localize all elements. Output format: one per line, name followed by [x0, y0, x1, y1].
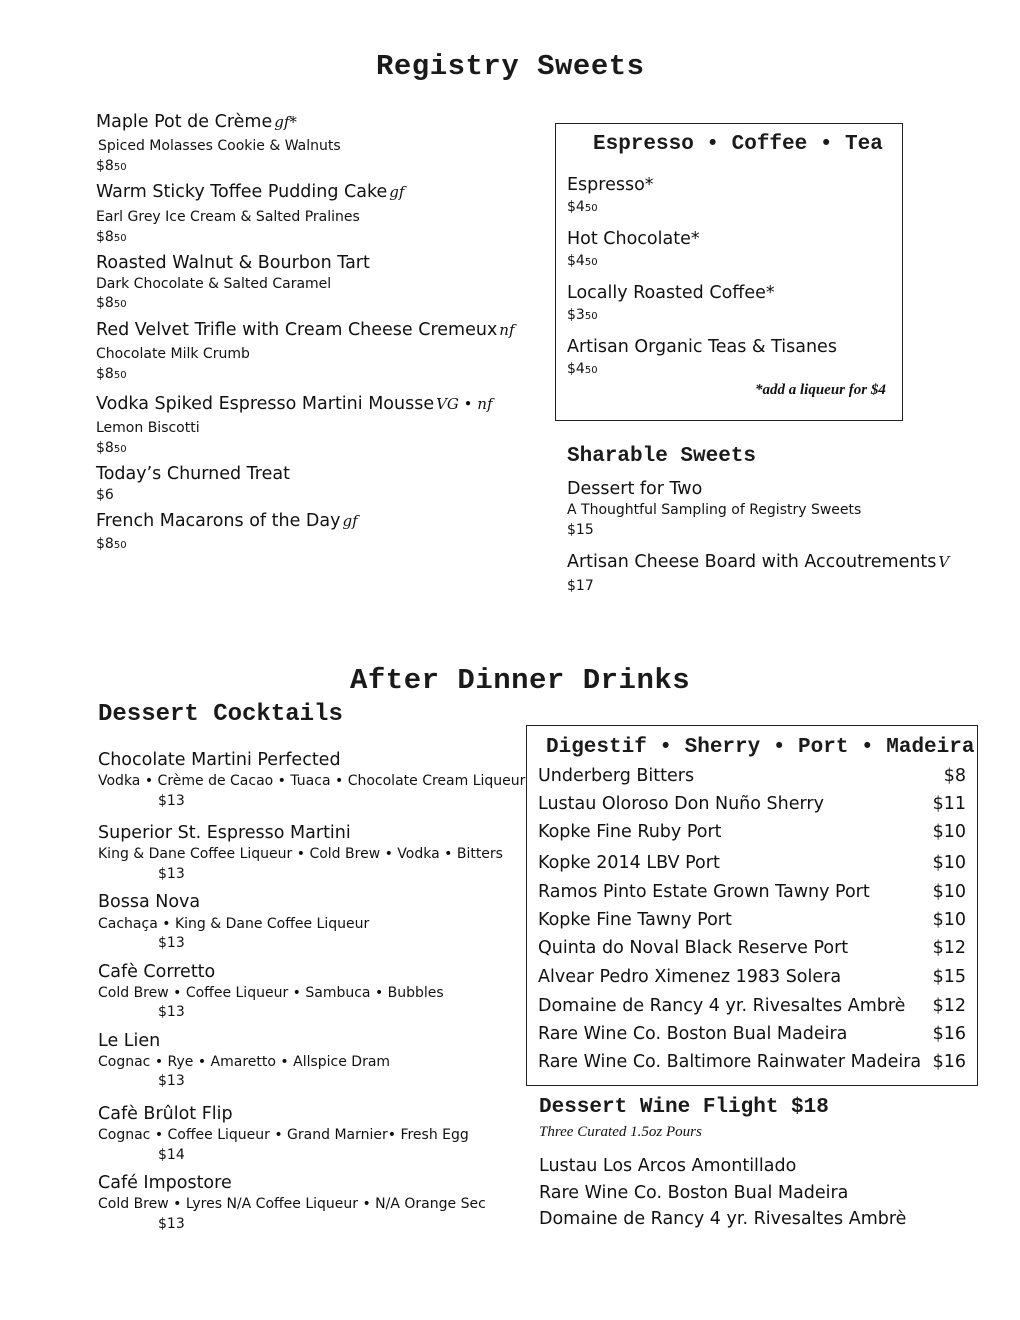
digestif-row: Domaine de Rancy 4 yr. Rivesaltes Ambrè $12	[538, 996, 966, 1016]
coffee-item-name: Espresso*	[567, 175, 654, 195]
digestif-price: $10	[932, 822, 966, 842]
menu-item-desc: Lemon Biscotti	[96, 420, 200, 436]
digestif-price: $16	[932, 1052, 966, 1072]
menu-item-price: $850	[96, 158, 127, 174]
digestif-price: $8	[943, 766, 966, 786]
cocktail-name: Chocolate Martini Perfected	[98, 750, 341, 770]
dietary-tag: gf	[342, 512, 358, 530]
menu-item-desc: Chocolate Milk Crumb	[96, 346, 250, 362]
after-dinner-heading: After Dinner Drinks	[350, 664, 691, 697]
menu-item-name: French Macarons of the Day gf	[96, 511, 358, 531]
cocktail-price: $13	[158, 793, 185, 809]
menu-item-name: Today’s Churned Treat	[96, 464, 290, 484]
menu-item-desc: Dark Chocolate & Salted Caramel	[96, 276, 332, 292]
digestif-row: Ramos Pinto Estate Grown Tawny Port $10	[538, 882, 966, 902]
coffee-item-price: $450	[567, 253, 598, 269]
dietary-tag: gf*	[274, 113, 297, 131]
dietary-tag: gf	[389, 183, 405, 201]
cocktail-name: Cafè Brûlot Flip	[98, 1104, 233, 1124]
cocktail-name: Café Impostore	[98, 1173, 232, 1193]
liqueur-note: *add a liqueur for $4	[755, 382, 886, 398]
dietary-tag: V	[938, 553, 950, 571]
flight-subtitle: Three Curated 1.5oz Pours	[539, 1124, 702, 1140]
cocktail-desc: Cachaça • King & Dane Coffee Liqueur	[98, 916, 370, 932]
cocktails-heading: Dessert Cocktails	[98, 701, 343, 728]
menu-item-price: $850	[96, 295, 127, 311]
coffee-item-price: $350	[567, 307, 598, 323]
cocktail-price: $13	[158, 866, 185, 882]
digestif-row: Kopke Fine Tawny Port $10	[538, 910, 966, 930]
digestif-row: Alvear Pedro Ximenez 1983 Solera $15	[538, 967, 966, 987]
coffee-item-price: $450	[567, 361, 598, 377]
menu-item-name: Warm Sticky Toffee Pudding Cake gf	[96, 182, 405, 202]
cocktail-desc: Cold Brew • Coffee Liqueur • Sambuca • Bubbles	[98, 985, 444, 1001]
digestif-price: $10	[932, 882, 966, 902]
menu-item-name: Maple Pot de Crème gf*	[96, 112, 297, 132]
menu-item-desc: Earl Grey Ice Cream & Salted Pralines	[96, 209, 360, 225]
cocktail-price: $13	[158, 1216, 185, 1232]
menu-item-name: Red Velvet Trifle with Cream Cheese Cremeux nf	[96, 320, 515, 340]
digestif-price: $10	[932, 910, 966, 930]
coffee-box	[555, 123, 903, 421]
cocktail-price: $13	[158, 1004, 185, 1020]
coffee-item-name: Hot Chocolate*	[567, 229, 700, 249]
menu-item-price: $850	[96, 536, 127, 552]
menu-item-name: Roasted Walnut & Bourbon Tart	[96, 253, 370, 273]
sharable-item-desc: A Thoughtful Sampling of Registry Sweets	[567, 502, 862, 518]
coffee-item-price: $450	[567, 199, 598, 215]
sharable-heading: Sharable Sweets	[567, 445, 757, 468]
digestif-row: Kopke 2014 LBV Port $10	[538, 853, 966, 873]
digestif-price: $12	[932, 996, 966, 1016]
coffee-item-name: Artisan Organic Teas & Tisanes	[567, 337, 837, 357]
digestif-row: Kopke Fine Ruby Port $10	[538, 822, 966, 842]
menu-item-price: $850	[96, 229, 127, 245]
menu-item-price: $850	[96, 440, 127, 456]
cocktail-desc: King & Dane Coffee Liqueur • Cold Brew • Vodka • Bitters	[98, 846, 503, 862]
registry-heading: Registry Sweets	[376, 50, 645, 83]
cocktail-name: Cafè Corretto	[98, 962, 216, 982]
menu-item-desc: Spiced Molasses Cookie & Walnuts	[98, 138, 341, 154]
flight-item: Rare Wine Co. Boston Bual Madeira	[539, 1183, 849, 1203]
flight-item: Domaine de Rancy 4 yr. Rivesaltes Ambrè	[539, 1209, 907, 1229]
cocktail-name: Le Lien	[98, 1031, 161, 1051]
digestif-row: Underberg Bitters $8	[538, 766, 966, 786]
cocktail-name: Superior St. Espresso Martini	[98, 823, 351, 843]
digestif-heading: Digestif • Sherry • Port • Madeira	[546, 736, 975, 759]
digestif-row: Quinta do Noval Black Reserve Port $12	[538, 938, 966, 958]
cocktail-desc: Cognac • Rye • Amaretto • Allspice Dram	[98, 1054, 391, 1070]
sharable-item-name: Dessert for Two	[567, 479, 703, 499]
cocktail-price: $14	[158, 1147, 185, 1163]
cocktail-price: $13	[158, 935, 185, 951]
menu-item-price: $850	[96, 366, 127, 382]
digestif-price: $11	[932, 794, 966, 814]
digestif-row: Lustau Oloroso Don Nuño Sherry $11	[538, 794, 966, 814]
digestif-price: $10	[932, 853, 966, 873]
dietary-tag: nf	[499, 321, 515, 339]
digestif-row: Rare Wine Co. Boston Bual Madeira $16	[538, 1024, 966, 1044]
dietary-tag: VG • nf	[436, 395, 493, 413]
flight-heading: Dessert Wine Flight $18	[539, 1096, 829, 1119]
sharable-item-price: $17	[567, 578, 594, 594]
sharable-item-price: $15	[567, 522, 594, 538]
digestif-price: $12	[932, 938, 966, 958]
menu-item-price: $6	[96, 487, 114, 503]
digestif-price: $16	[932, 1024, 966, 1044]
flight-item: Lustau Los Arcos Amontillado	[539, 1156, 797, 1176]
cocktail-price: $13	[158, 1073, 185, 1089]
digestif-price: $15	[932, 967, 966, 987]
cocktail-desc: Cognac • Coffee Liqueur • Grand Marnier• Fresh Egg	[98, 1127, 469, 1143]
digestif-row: Rare Wine Co. Baltimore Rainwater Madeira $16	[538, 1052, 966, 1072]
sharable-item-name: Artisan Cheese Board with Accoutrements V	[567, 552, 950, 572]
menu-item-name: Vodka Spiked Espresso Martini Mousse VG • nf	[96, 394, 493, 414]
coffee-heading: Espresso • Coffee • Tea	[593, 133, 883, 156]
cocktail-desc: Vodka • Crème de Cacao • Tuaca • Chocolate Cream Liqueur	[98, 773, 526, 789]
coffee-item-name: Locally Roasted Coffee*	[567, 283, 775, 303]
cocktail-desc: Cold Brew • Lyres N/A Coffee Liqueur • N/A Orange Sec	[98, 1196, 486, 1212]
cocktail-name: Bossa Nova	[98, 892, 201, 912]
